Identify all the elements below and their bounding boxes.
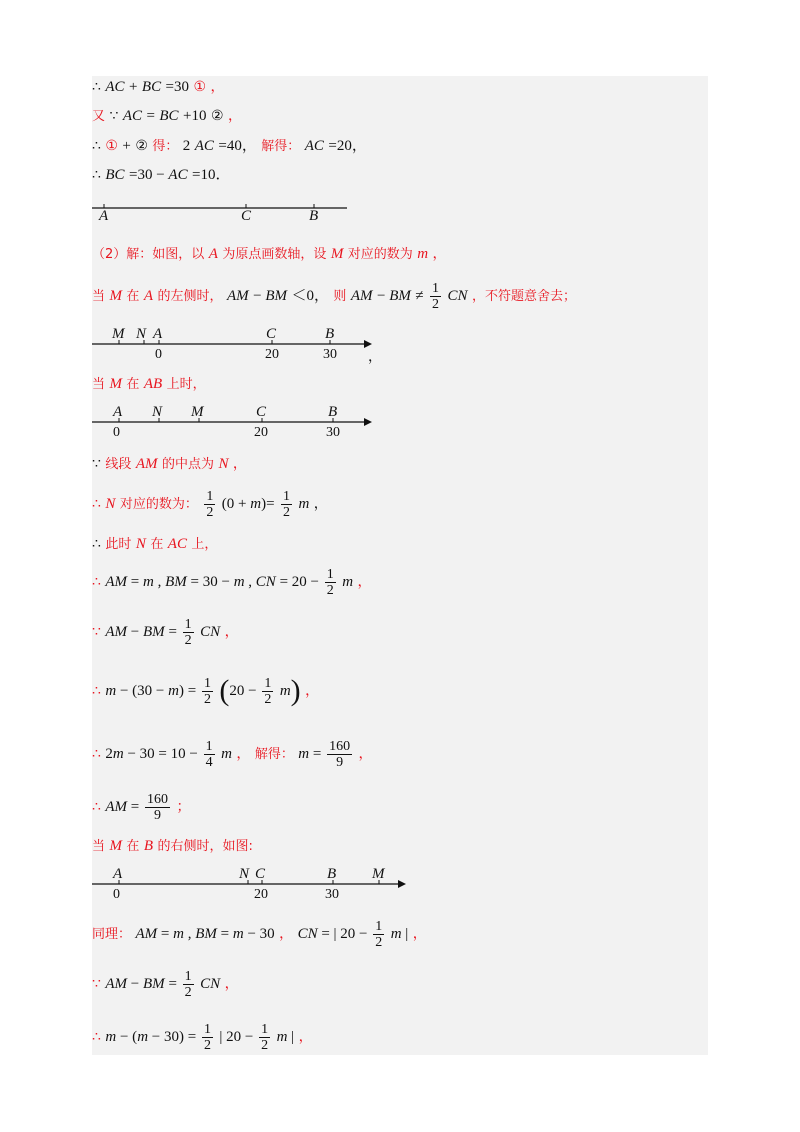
math-var: m (168, 683, 179, 699)
math-var: CN (447, 288, 468, 304)
text: （2）解：如图，以 (92, 247, 205, 262)
math-op: = (127, 799, 144, 815)
lengths-line (92, 565, 371, 599)
math-var: A (143, 288, 154, 304)
math-op: = (164, 976, 181, 992)
math-expr: − (30 − (116, 683, 169, 699)
math-var: AM (105, 574, 128, 590)
math-var: AM (135, 456, 158, 472)
because-symbol: ∵ (92, 456, 101, 472)
math-value: =40， (218, 138, 257, 154)
math-var: m (105, 683, 117, 699)
fraction: $\frac{1}{2}$ (432, 280, 440, 312)
text: 得： (152, 139, 179, 154)
math-value: =10． (192, 167, 231, 183)
math-var: m (137, 1029, 149, 1045)
equation-line-2 (92, 735, 373, 774)
fraction: $\frac{160}{9}$ (329, 738, 351, 770)
text: 当 (92, 377, 106, 392)
point-label-b: B (327, 866, 337, 882)
math-op: ≠ (415, 288, 424, 304)
math-var: AM (226, 288, 249, 304)
math-expr: − 30 = 10 − (123, 746, 202, 762)
math-var: BM (389, 288, 411, 304)
math-expr: | (287, 1029, 295, 1045)
given-relation-line (92, 615, 239, 649)
punctuation: ， (412, 926, 427, 942)
punctuation: ， (236, 746, 251, 762)
point-label-m: M (112, 326, 125, 342)
therefore-symbol: ∴ (92, 746, 101, 762)
math-value: +10 (183, 108, 207, 124)
math-var: M (330, 246, 344, 262)
solution-line-4 (92, 166, 231, 184)
math-op: , (244, 574, 256, 590)
given-relation-line-2 (92, 967, 239, 1001)
number-line-3 (92, 400, 382, 444)
math-var: m (298, 496, 310, 512)
math-var: AM (135, 926, 158, 942)
text: 在 (126, 839, 140, 854)
math-op: − (127, 624, 144, 640)
number-line-2 (92, 322, 382, 366)
because-symbol: ∵ (92, 624, 101, 640)
punctuation: ， (224, 976, 239, 992)
punctuation: ， (313, 496, 328, 512)
math-op: = (309, 746, 326, 762)
tick-label: 30 (326, 425, 340, 440)
math-var: m (233, 574, 245, 590)
fraction: $\frac{1}{2}$ (326, 566, 334, 598)
n-value-line (92, 487, 328, 522)
text: ，不符题意舍去； (471, 289, 576, 304)
text: 解得： (254, 747, 294, 762)
tick-label: 0 (155, 347, 162, 362)
fraction: $\frac{1}{2}$ (261, 1021, 269, 1053)
text: 在 (126, 289, 140, 304)
case-left-of-a (92, 280, 576, 313)
equation-line-3 (92, 1020, 313, 1054)
math-op: = (127, 574, 144, 590)
math-value: =30 − (129, 167, 169, 183)
paren: ( (219, 674, 230, 707)
fraction: $\frac{1}{4}$ (205, 738, 213, 770)
equation-marker: ① (193, 79, 207, 95)
tick-label: 20 (254, 425, 268, 440)
math-var: CN (200, 976, 221, 992)
punctuation: ， (227, 108, 242, 124)
text: 当 (92, 839, 106, 854)
math-expr: − ( (116, 1029, 138, 1045)
number-line-4 (92, 862, 422, 906)
math-var: AC (168, 167, 188, 183)
solution-line-1 (92, 78, 224, 96)
point-label-n: N (239, 866, 250, 882)
math-var: N (135, 536, 146, 552)
math-var: CN (200, 624, 221, 640)
punctuation: ， (358, 746, 373, 762)
text: 在 (126, 377, 140, 392)
math-var: AM (105, 799, 128, 815)
math-op: − (377, 288, 390, 304)
punctuation: ， (279, 926, 294, 942)
text: 为原点画数轴，设 (222, 247, 327, 262)
arrow-icon (398, 880, 406, 888)
math-var: AC (304, 138, 324, 154)
tick-label: 20 (265, 347, 279, 362)
point-label-c: C (256, 404, 267, 420)
math-op: , (183, 926, 196, 942)
math-var: m (221, 746, 232, 762)
therefore-symbol: ∴ (92, 683, 101, 699)
point-label-b: B (309, 208, 319, 224)
tick-label: 0 (113, 425, 120, 440)
math-var: M (109, 838, 122, 854)
punctuation: ， (305, 683, 320, 699)
math-op: = (216, 926, 233, 942)
text: 当 (92, 289, 106, 304)
math-expr: (0 + (221, 496, 251, 512)
math-var: AB (143, 376, 163, 392)
math-op: − (127, 976, 144, 992)
math-op: = (146, 108, 155, 124)
therefore-symbol: ∴ (92, 496, 101, 512)
n-on-ac-line (92, 535, 217, 554)
math-op: = (157, 926, 174, 942)
equation-line-1 (92, 672, 319, 710)
math-value: 2 (182, 138, 191, 154)
paren: ) (290, 674, 301, 707)
therefore-symbol: ∴ (92, 167, 101, 183)
tick-label: 20 (254, 887, 268, 902)
trailing-comma: ， (368, 349, 382, 365)
math-var: m (390, 926, 402, 942)
math-var: m (173, 926, 184, 942)
math-value: 2 (105, 746, 113, 762)
tick-label: 0 (113, 887, 120, 902)
math-var: CN (255, 574, 276, 590)
text: 的中点为 (161, 457, 214, 472)
math-var: m (112, 746, 124, 762)
math-var: BM (265, 288, 287, 304)
point-label-m: M (191, 404, 204, 420)
text: 此时 (105, 537, 132, 552)
punctuation: ， (432, 246, 447, 262)
point-label-a: A (113, 866, 123, 882)
math-op: = (164, 624, 181, 640)
math-expr: )= (261, 496, 275, 512)
math-var: BC (159, 108, 179, 124)
text: 对应的数为： (119, 497, 198, 512)
case-on-ab (92, 375, 206, 394)
tick-label: 30 (323, 347, 337, 362)
punctuation: ， (232, 456, 247, 472)
math-expr: = 20 − (275, 574, 323, 590)
equation-marker: ② (210, 108, 224, 124)
math-var: B (143, 838, 154, 854)
point-label-c: C (266, 326, 277, 342)
math-var: AC (122, 108, 143, 124)
text: 在 (150, 537, 164, 552)
therefore-symbol: ∴ (92, 79, 101, 95)
math-value: =30 (165, 79, 190, 95)
therefore-symbol: ∴ (92, 574, 101, 590)
math-var: m (105, 1029, 117, 1045)
fraction: $\frac{1}{2}$ (375, 918, 383, 950)
math-op: − (253, 288, 266, 304)
punctuation: ， (224, 624, 239, 640)
arrow-icon (364, 418, 372, 426)
arrow-icon (364, 340, 372, 348)
text: 对应的数为 (347, 247, 413, 262)
text: 的左侧时， (157, 289, 223, 304)
math-var: m (298, 746, 310, 762)
math-op: , (153, 574, 166, 590)
punctuation: ； (176, 799, 191, 815)
math-var: AM (350, 288, 373, 304)
text: 解得： (261, 139, 301, 154)
math-var: BM (143, 624, 165, 640)
math-var: m (250, 496, 262, 512)
because-symbol: ∵ (109, 108, 119, 124)
solution-line-2 (92, 107, 242, 126)
math-var: AM (105, 624, 128, 640)
math-var: m (279, 683, 291, 699)
math-var: N (105, 496, 116, 512)
case-right-of-b (92, 837, 253, 856)
equation-marker: ② (135, 138, 148, 154)
math-var: A (208, 246, 218, 262)
math-value: ＜0， (291, 288, 329, 304)
math-var: AC (194, 138, 214, 154)
fraction: $\frac{1}{2}$ (184, 968, 192, 1000)
math-expr: = 30 − (186, 574, 234, 590)
fraction: $\frac{1}{2}$ (203, 1021, 211, 1053)
therefore-symbol: ∴ (92, 799, 101, 815)
text: 的右侧时，如图: (157, 839, 253, 854)
math-var: N (218, 456, 229, 472)
part2-intro (92, 245, 447, 264)
fraction: $\frac{160}{9}$ (147, 791, 169, 823)
math-op: + (122, 138, 131, 154)
number-line-1 (92, 196, 352, 226)
math-expr: − 30) = (148, 1029, 200, 1045)
math-var: M (109, 376, 122, 392)
math-var: m (342, 574, 354, 590)
text: 同理： (92, 927, 132, 942)
equation-marker: ① (105, 138, 118, 154)
math-expr: = | 20 − (317, 926, 372, 942)
math-var: m (232, 926, 244, 942)
math-var: BM (195, 926, 217, 942)
punctuation: ， (357, 574, 372, 590)
text: 上， (191, 537, 218, 552)
point-label-b: B (325, 326, 335, 342)
point-label-a: A (99, 208, 109, 224)
text: 又 (92, 109, 106, 124)
math-var: M (109, 288, 122, 304)
math-expr: − 30 (243, 926, 275, 942)
text: 上时， (166, 377, 206, 392)
math-var: BC (141, 79, 162, 95)
math-expr: ) = (178, 683, 200, 699)
fraction: $\frac{1}{2}$ (203, 675, 211, 707)
math-var: m (143, 574, 154, 590)
math-value: =20， (328, 138, 367, 154)
math-var: m (276, 1029, 288, 1045)
math-expr: 20 − (229, 683, 261, 699)
fraction: $\frac{1}{2}$ (283, 488, 290, 520)
fraction: $\frac{1}{2}$ (264, 675, 272, 707)
math-var: AM (105, 976, 128, 992)
point-label-m: M (372, 866, 385, 882)
solution-line-3 (92, 137, 367, 156)
therefore-symbol: ∴ (92, 1029, 101, 1045)
point-label-c: C (255, 866, 266, 882)
math-var: m (417, 246, 429, 262)
math-expr: | 20 − (219, 1029, 258, 1045)
fraction: $\frac{1}{2}$ (206, 488, 214, 520)
therefore-symbol: ∴ (92, 138, 101, 154)
math-op: + (129, 79, 138, 95)
math-var: CN (297, 926, 318, 942)
point-label-c: C (241, 208, 252, 224)
math-var: AC (105, 79, 125, 95)
midpoint-statement (92, 455, 247, 474)
text: 则 (333, 289, 347, 304)
point-label-a: A (153, 326, 163, 342)
similarly-line (92, 917, 427, 952)
am-result-line (92, 788, 190, 826)
math-var: BC (105, 167, 125, 183)
math-var: AC (167, 536, 187, 552)
math-var: BM (165, 574, 187, 590)
point-label-n: N (152, 404, 163, 420)
therefore-symbol: ∴ (92, 536, 101, 552)
math-var: BM (143, 976, 165, 992)
math-expr: | (401, 926, 409, 942)
tick-label: 30 (325, 887, 339, 902)
fraction: $\frac{1}{2}$ (184, 616, 192, 648)
because-symbol: ∵ (92, 976, 101, 992)
point-label-a: A (113, 404, 123, 420)
point-label-b: B (328, 404, 338, 420)
punctuation: ， (298, 1029, 313, 1045)
point-label-n: N (136, 326, 147, 342)
punctuation: ， (210, 79, 225, 95)
text: 线段 (105, 457, 132, 472)
